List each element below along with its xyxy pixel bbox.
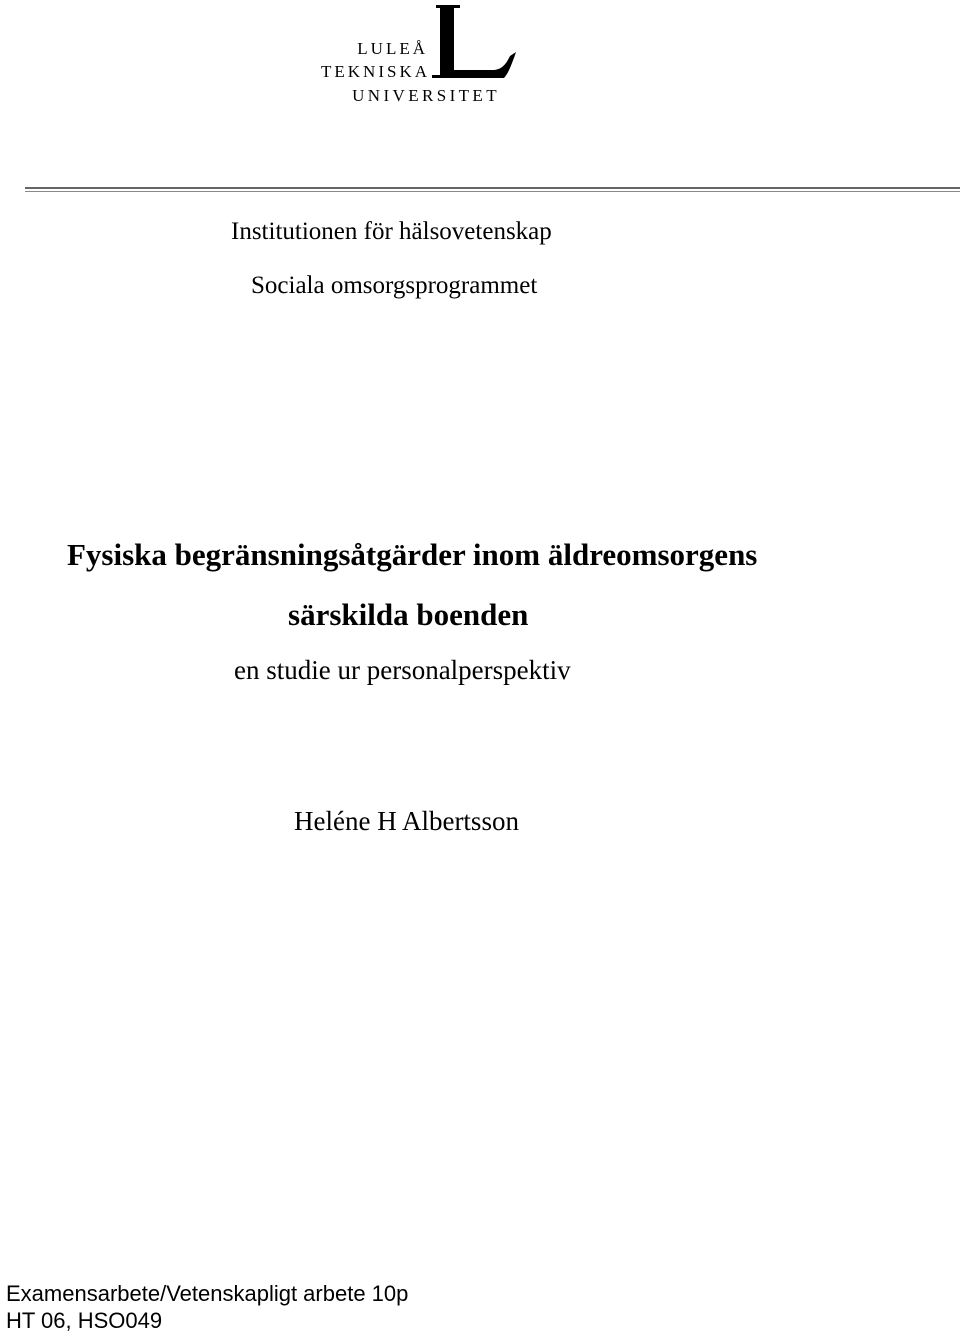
header-rule: [25, 187, 960, 194]
university-logo: [300, 0, 520, 110]
logo-l-mark-icon: [430, 2, 520, 82]
author-name: Heléne H Albertsson: [294, 806, 519, 836]
logo-text-universitet: UNIVERSITET: [352, 86, 500, 105]
program-name: Sociala omsorgsprogrammet: [251, 272, 538, 299]
thesis-subtitle: en studie ur personalperspektiv: [234, 655, 571, 685]
thesis-title-line1: Fysiska begränsningsåtgärder inom äldreomsorgens: [67, 537, 758, 572]
logo-text-lulea: LULEÅ: [357, 39, 428, 58]
department-name: Institutionen för hälsovetenskap: [231, 218, 552, 245]
footer-course-code: HT 06, HSO049: [6, 1308, 163, 1333]
thesis-title-line2: särskilda boenden: [288, 597, 529, 632]
footer-thesis-type: Examensarbete/Vetenskapligt arbete 10p: [6, 1281, 409, 1306]
logo-text-tekniska: TEKNISKA: [321, 62, 430, 81]
